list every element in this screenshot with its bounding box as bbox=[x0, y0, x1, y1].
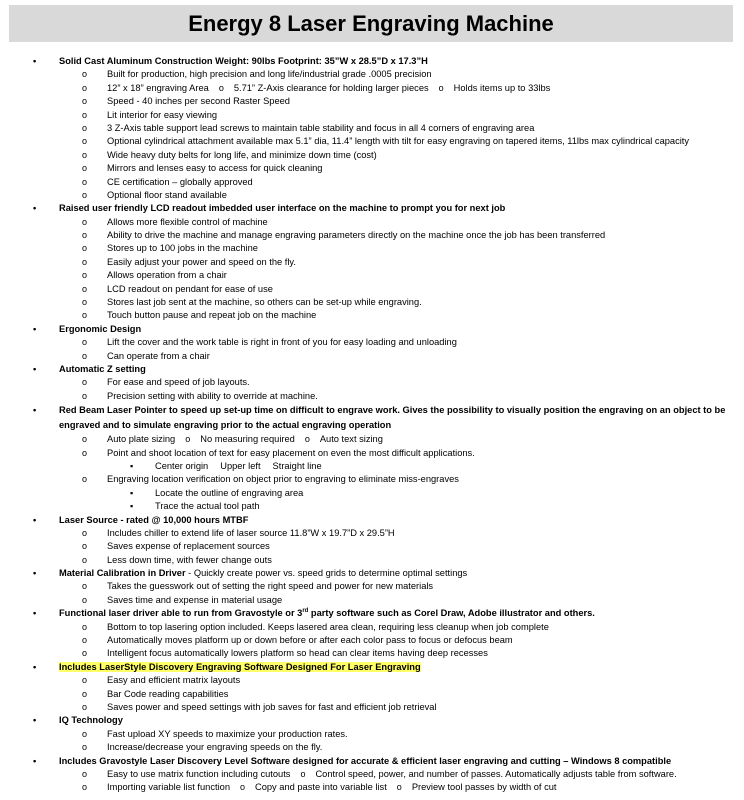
section-heading: • Solid Cast Aluminum Construction Weight: 90lbs Footprint: 35”W x 28.5”D x 17.3”H bbox=[0, 55, 744, 68]
section-heading: • Automatic Z setting bbox=[0, 363, 744, 376]
list-item: o Bottom to top lasering option included. Keeps lasered area clean, requiring less cleanup when job complete bbox=[0, 621, 744, 634]
list-item: o Speed - 40 inches per second Raster Speed bbox=[0, 95, 744, 108]
bullet-icon: o bbox=[82, 782, 88, 793]
list-item: o Allows operation from a chair bbox=[0, 269, 744, 282]
list-item: o Optional floor stand available bbox=[0, 189, 744, 202]
list-item: o Optional cylindrical attachment available max 5.1” dia, 11.4” length with tilt for easy engraving on tapered items, 11lbs max cylindrical capacity bbox=[0, 135, 744, 148]
bullet-icon: o bbox=[82, 447, 88, 458]
list-item: o Bar Code reading capabilities bbox=[0, 688, 744, 701]
list-item: o Can operate from a chair bbox=[0, 350, 744, 363]
bullet-icon: • bbox=[33, 514, 37, 525]
bullet-icon: o bbox=[82, 243, 88, 254]
section-heading: • Ergonomic Design bbox=[0, 323, 744, 336]
bullet-icon: o bbox=[82, 434, 88, 445]
bullet-icon: • bbox=[33, 715, 37, 726]
bullet-icon: o bbox=[82, 189, 88, 200]
bullet-icon: • bbox=[33, 56, 37, 66]
bullet-icon: o bbox=[82, 648, 88, 659]
bullet-icon: o bbox=[82, 701, 88, 712]
bullet-icon: • bbox=[33, 608, 37, 619]
list-item: o Easy to use matrix function including cutouts o Control speed, power, and number of passes. Automatically adjusts table from software. bbox=[0, 768, 744, 781]
list-item: o Takes the guesswork out of setting the right speed and power for new materials bbox=[0, 580, 744, 593]
bullet-icon: o bbox=[82, 728, 88, 739]
feature-list bbox=[0, 55, 744, 795]
section-heading bbox=[0, 661, 744, 674]
list-item: o Automatically moves platform up or down before or after each color pass to focus or defocus beam bbox=[0, 634, 744, 647]
bullet-icon: o bbox=[82, 122, 88, 133]
bullet-icon: o bbox=[82, 297, 88, 308]
bullet-icon: o bbox=[304, 434, 310, 445]
bullet-icon: o bbox=[82, 163, 88, 174]
list-item: o LCD readout on pendant for ease of use bbox=[0, 283, 744, 296]
bullet-icon: o bbox=[82, 768, 88, 779]
list-item: o Easy and efficient matrix layouts bbox=[0, 674, 744, 687]
bullet-icon: o bbox=[82, 283, 88, 294]
bullet-icon: o bbox=[82, 527, 88, 538]
list-item: o Precision setting with ability to override at machine. bbox=[0, 390, 744, 403]
section-heading: • Material Calibration in Driver - Quickly create power vs. speed grids to determine optimal settings bbox=[0, 567, 744, 580]
list-item: o Lit interior for easy viewing bbox=[0, 109, 744, 122]
bullet-icon: • bbox=[33, 323, 37, 334]
list-item: o CE certification – globally approved bbox=[0, 176, 744, 189]
bullet-icon: o bbox=[82, 149, 88, 160]
list-item: o Built for production, high precision and long life/industrial grade .0005 precision bbox=[0, 68, 744, 81]
sub-list-item: ▪ Trace the actual tool path bbox=[0, 500, 744, 513]
list-item: o 12” x 18” engraving Area o 5.71” Z-Axis clearance for holding larger pieces o Holds items up to 33lbs bbox=[0, 82, 744, 95]
bullet-icon: o bbox=[82, 675, 88, 686]
bullet-icon: o bbox=[82, 474, 88, 485]
section-heading: • Laser Source - rated @ 10,000 hours MTBF bbox=[0, 514, 744, 527]
bullet-icon: o bbox=[300, 768, 306, 779]
list-item: o Intelligent focus automatically lowers platform so head can clear items having deep recesses bbox=[0, 647, 744, 660]
list-item: o Lift the cover and the work table is right in front of you for easy loading and unloading bbox=[0, 336, 744, 349]
list-item: o Includes chiller to extend life of laser source 11.8”W x 19.7”D x 29.5”H bbox=[0, 527, 744, 540]
bullet-icon: o bbox=[82, 256, 88, 267]
bullet-icon: o bbox=[82, 310, 88, 321]
bullet-icon: o bbox=[82, 109, 88, 120]
bullet-icon: o bbox=[82, 96, 88, 107]
list-item: o For ease and speed of job layouts. bbox=[0, 376, 744, 389]
list-item: o Fast upload XY speeds to maximize your production rates. bbox=[0, 728, 744, 741]
list-item: o Allows more flexible control of machine bbox=[0, 216, 744, 229]
bullet-icon: o bbox=[82, 230, 88, 241]
list-item: o Increase/decrease your engraving speeds on the fly. bbox=[0, 741, 744, 754]
bullet-icon: o bbox=[185, 434, 191, 445]
bullet-icon: o bbox=[82, 69, 88, 80]
section-heading: • Raised user friendly LCD readout imbedded user interface on the machine to prompt you for next job bbox=[0, 202, 744, 215]
list-item: o Ability to drive the machine and manage engraving parameters directly on the machine once the job has been transferred bbox=[0, 229, 744, 242]
bullet-icon: o bbox=[239, 782, 245, 793]
bullet-icon: o bbox=[82, 350, 88, 361]
bullet-icon: • bbox=[33, 661, 37, 672]
bullet-icon: • bbox=[33, 568, 37, 579]
bullet-icon: o bbox=[82, 176, 88, 187]
list-item: o Touch button pause and repeat job on the machine bbox=[0, 309, 744, 322]
bullet-icon: ▪ bbox=[130, 460, 134, 471]
bullet-icon: • bbox=[33, 755, 37, 766]
bullet-icon: o bbox=[82, 377, 88, 388]
list-item: o Stores up to 100 jobs in the machine bbox=[0, 242, 744, 255]
list-item: o Mirrors and lenses easy to access for quick cleaning bbox=[0, 162, 744, 175]
section-heading: • Includes Gravostyle Laser Discovery Level Software designed for accurate & efficient laser engraving and cutting – Windows 8 compatible bbox=[0, 755, 744, 768]
bullet-icon: o bbox=[82, 554, 88, 565]
list-item: o Saves expense of replacement sources bbox=[0, 540, 744, 553]
bullet-icon: o bbox=[82, 541, 88, 552]
bullet-icon: o bbox=[82, 688, 88, 699]
list-item: o Point and shoot location of text for easy placement on even the most difficult applications. bbox=[0, 447, 744, 460]
bullet-icon: o bbox=[82, 594, 88, 605]
bullet-icon: o bbox=[82, 337, 88, 348]
section-heading: • Red Beam Laser Pointer to speed up set-up time on difficult to engrave work. Gives the possibility to visually position the engraving on an object to be engraved and to simulate engraving prior to the actual engraving operation bbox=[33, 405, 726, 431]
list-item: o Saves power and speed settings with job saves for fast and efficient job retrieval bbox=[0, 701, 744, 714]
bullet-icon: o bbox=[82, 742, 88, 753]
list-item: o Auto plate sizing o No measuring required o Auto text sizing bbox=[0, 433, 744, 446]
list-item: o Importing variable list function o Copy and paste into variable list o Preview tool passes by width of cut bbox=[0, 781, 744, 794]
bullet-icon: o bbox=[82, 621, 88, 632]
list-item: o Engraving location verification on object prior to engraving to eliminate miss-engraves bbox=[0, 473, 744, 486]
bullet-icon: o bbox=[82, 82, 88, 93]
sub-list-item: ▪ Locate the outline of engraving area bbox=[0, 487, 744, 500]
bullet-icon: • bbox=[33, 203, 37, 214]
sub-list-item: ▪ Center origin Upper left Straight line bbox=[0, 460, 744, 473]
list-item: o Stores last job sent at the machine, so others can be set-up while engraving. bbox=[0, 296, 744, 309]
section-heading: • IQ Technology bbox=[0, 714, 744, 727]
bullet-icon: o bbox=[82, 216, 88, 227]
bullet-icon: o bbox=[82, 270, 88, 281]
bullet-icon: o bbox=[218, 82, 224, 93]
list-item: o 3 Z-Axis table support lead screws to maintain table stability and focus in all 4 corners of engraving area bbox=[0, 122, 744, 135]
bullet-icon: o bbox=[82, 136, 88, 147]
highlighted-heading: Includes LaserStyle Discovery Engraving Software Designed For Laser Engraving bbox=[59, 661, 421, 672]
bullet-icon: o bbox=[438, 82, 444, 93]
bullet-icon: o bbox=[82, 390, 88, 401]
list-item: o Saves time and expense in material usage bbox=[0, 594, 744, 607]
bullet-icon: ▪ bbox=[130, 487, 134, 498]
bullet-icon: • bbox=[33, 405, 37, 416]
list-item: o Easily adjust your power and speed on the fly. bbox=[0, 256, 744, 269]
bullet-icon: o bbox=[82, 581, 88, 592]
bullet-icon: • bbox=[33, 363, 37, 374]
list-item: o Less down time, with fewer change outs bbox=[0, 554, 744, 567]
bullet-icon: o bbox=[396, 782, 402, 793]
bullet-icon: o bbox=[82, 635, 88, 646]
bullet-icon: ▪ bbox=[130, 501, 134, 512]
section-heading: • Functional laser driver able to run from Gravostyle or 3rd party software such as Corel Draw, Adobe illustrator and others. bbox=[0, 607, 744, 620]
document-title: Energy 8 Laser Engraving Machine bbox=[9, 5, 733, 42]
list-item: o Wide heavy duty belts for long life, and minimize down time (cost) bbox=[0, 149, 744, 162]
